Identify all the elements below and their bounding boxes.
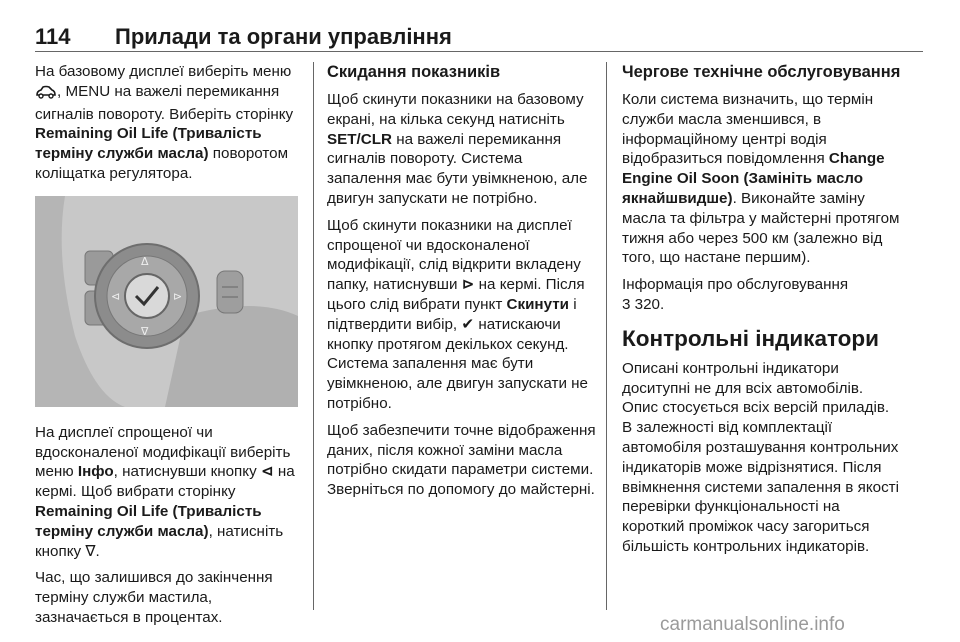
page-title: Прилади та органи управління	[115, 24, 452, 49]
svg-text:Δ: Δ	[141, 254, 149, 268]
right-triangle-icon: ⊳	[461, 276, 475, 294]
svg-text:⊳: ⊳	[173, 289, 183, 303]
paragraph: Інформація про обслуговування 3 320.	[622, 276, 849, 313]
column-3	[622, 62, 902, 564]
page-header	[35, 24, 925, 52]
paragraph: Коли система визначить, що термін служби масла зменшився, в інформаційному центрі водія відобразиться повідомлення Change Engine Oil Soon (Замініть масло якнайшвидше). Виконайте заміну масла та фільтра у майстерні протягом тижня або через 500 км (залежно від того, що настане першим).	[622, 91, 900, 267]
left-triangle-icon: ⊲	[260, 463, 274, 481]
steering-wheel-controls-illustration	[35, 196, 298, 407]
paragraph: Щоб скинути показники на базовому екрані, на кілька секунд натисніть SET/CLR на важелі перемикання сигналів повороту. Система запалення має бути увімкненою, але двигун запускати не потрібно.	[327, 91, 588, 207]
svg-text:∇: ∇	[141, 324, 149, 338]
section-heading-large: Контрольні індикатори	[622, 325, 880, 351]
paragraph: Описані контрольні індикатори доситупні не для всіх автомобілів. Опис стосується всіх версій приладів. В залежності від комплектації автомобіля розташування контрольних індикаторів може відрізнятися. Після ввімкнення системи запалення в якості перевірки функціональності на короткий проміжок часу загориться більшість контрольних індикаторів.	[622, 359, 900, 555]
down-triangle-icon: ∇	[85, 542, 96, 560]
column-divider	[606, 62, 607, 610]
paragraph: На базовому дисплеї виберіть меню , MENU на важелі перемикання сигналів повороту. Виберіть сторінку Remaining Oil Life (Тривалість терміну служби масла) поворотом коліщатка регулятора.	[35, 63, 294, 182]
car-icon	[35, 85, 57, 105]
page-number: 114	[35, 24, 71, 49]
checkmark-icon: ✔	[461, 315, 475, 333]
paragraph: Час, що залишився до закінчення терміну служби мастила, зазначається в процентах.	[35, 569, 273, 626]
paragraph: Щоб забезпечити точне відображення даних, після кожної заміни масла потрібно скидати параметри системи. Зверніться по допомогу до майстерні.	[327, 421, 596, 499]
section-heading: Скидання показників	[327, 63, 501, 81]
svg-text:⊲: ⊲	[111, 289, 121, 303]
header-divider	[35, 51, 923, 52]
page-reference-link[interactable]: 3 320.	[622, 295, 665, 313]
section-heading: Чергове технічне обслуговування	[622, 63, 901, 81]
watermark: carmanualsonline.info	[660, 614, 845, 635]
paragraph: Щоб скинути показники на дисплеї спрощеної чи вдосконаленої модифікації, слід відкрити вкладену папку, натиснувши ⊳ на кермі. Після цього слід вибрати пункт Скинути і підтвердити вибір, ✔ натискаючи кнопку протягом декількох секунд. Система запалення має бути увімкненою, але двигун запускати не потрібно.	[327, 216, 588, 412]
column-1	[35, 62, 300, 635]
column-2	[327, 62, 599, 507]
paragraph: На дисплеї спрощеної чи вдосконаленої модифікації виберіть меню Інфо, натиснувши кнопку ⊲ на кермі. Щоб вибрати сторінку Remaining Oil Life (Тривалість терміну служби масла), натисніть кнопку ∇.	[35, 423, 295, 560]
column-divider	[313, 62, 314, 610]
